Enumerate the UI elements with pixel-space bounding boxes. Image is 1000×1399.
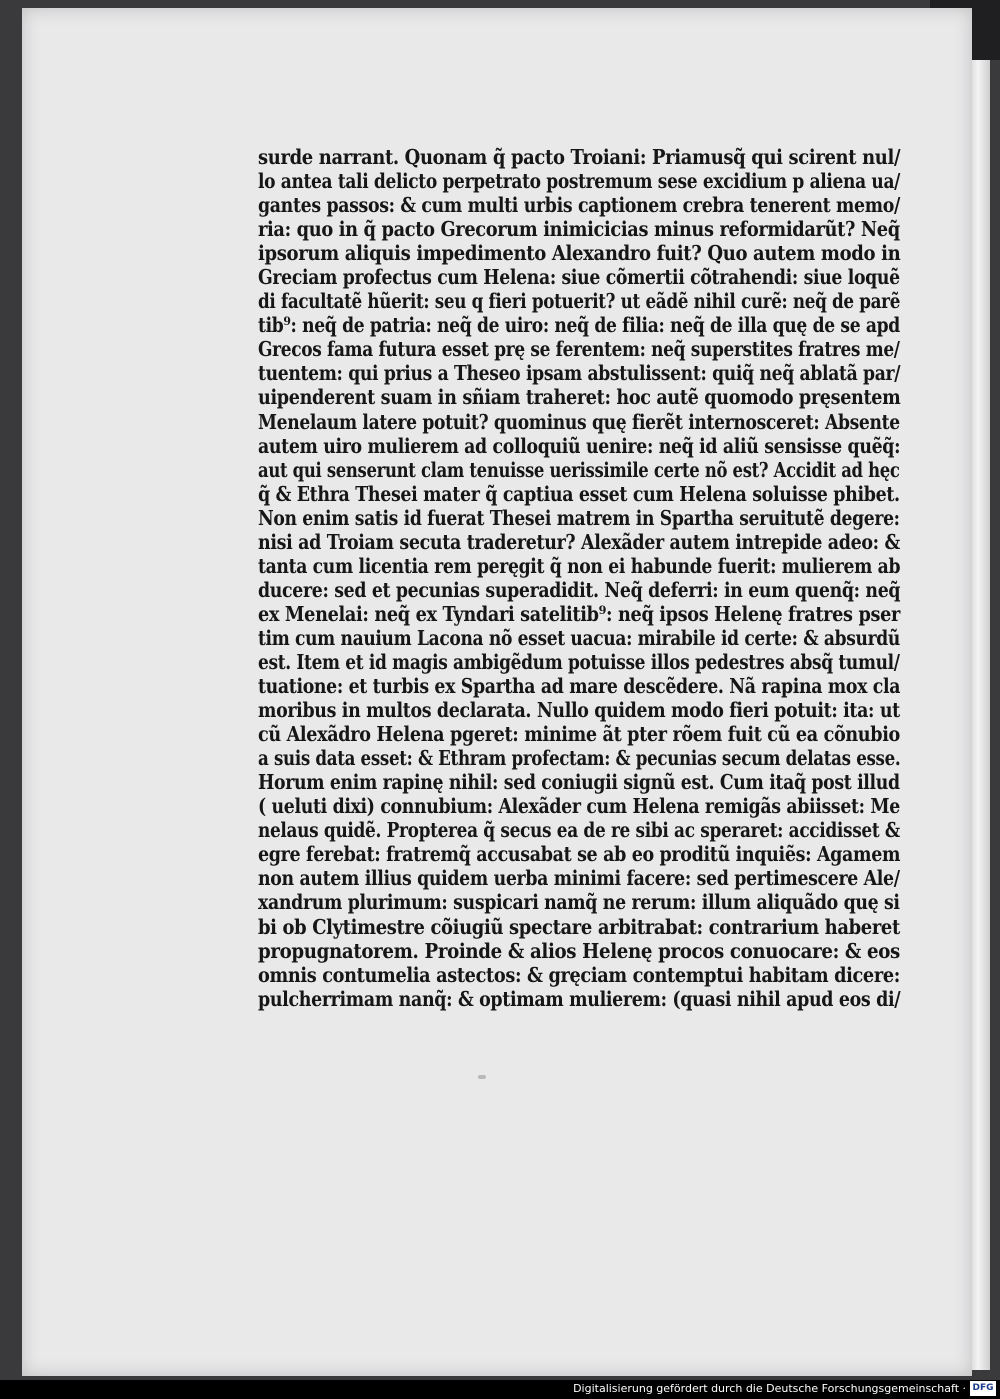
- text-line: Greciam profectus cum Helena: siue cõmertii cõtrahendi: siue loquẽ: [258, 265, 900, 290]
- text-line: xandrum plurimum: suspicari namq̃ ne rerum: illum aliquãdo quę si: [258, 890, 900, 915]
- text-line: propugnatorem. Proinde & alios Helenę procos conuocare: & eos: [258, 938, 900, 963]
- text-line: est. Item et id magis ambigẽdum potuisse illos pedestres absq̃ tumul/: [258, 649, 900, 674]
- dfg-logo: DFG: [970, 1381, 996, 1396]
- text-line: Horum enim rapinę nihil: sed coniugii signũ est. Cum itaq̃ post illud: [258, 770, 900, 795]
- text-line: di facultatẽ hũerit: seu q fieri potuerit? ut eãdẽ nihil curẽ: neq̃ de parẽ: [258, 289, 901, 314]
- text-line: ex Menelai: neq̃ ex Tyndari satelitib⁹: neq̃ ipsos Helenę fratres pser: [258, 601, 900, 626]
- text-line: omnis contumelia astectos: & gręciam contemptui habitam dicere:: [258, 962, 900, 987]
- text-line: Non enim satis id fuerat Thesei matrem in Spartha seruitutẽ degere:: [258, 505, 900, 530]
- text-block: [258, 145, 908, 1011]
- text-line: uipenderent suam in sñiam traheret: hoc autẽ quomodo pręsentem: [258, 385, 901, 410]
- text-line: tim cum nauium Lacona nõ esset uacua: mirabile id certe: & absurdũ: [258, 625, 900, 650]
- text-line: aut qui senserunt clam tenuisse uerissimile certe nõ est? Accidit ad hęc: [258, 457, 900, 482]
- text-line: tuatione: et turbis ex Spartha ad mare descẽdere. Nã rapina mox cla: [258, 674, 901, 699]
- text-line: q̃ & Ethra Thesei mater q̃ captiua esset cum Helena soluisse phibet.: [258, 481, 900, 506]
- text-line: non autem illius quidem uerba minimi facere: sed pertimescere Ale/: [258, 866, 900, 891]
- text-line: ipsorum aliquis impedimento Alexandro fuit? Quo autem modo in: [258, 241, 901, 266]
- funding-credit: Digitalisierung gefördert durch die Deutsche Forschungsgemeinschaft ·: [573, 1382, 966, 1395]
- text-line: autem uiro mulierem ad colloquiũ uenire: neq̃ id aliũ sensisse quẽq̃:: [258, 433, 901, 458]
- text-line: tuentem: qui prius a Theseo ipsam abstulissent: quiq̃ neq̃ ablatã par/: [258, 361, 901, 386]
- text-line: moribus in multos declarata. Nullo quidem modo fieri potuit: ita: ut: [258, 698, 900, 723]
- text-line: nelaus quidẽ. Propterea q̃ secus ea de re sibi ac speraret: accidisset &: [258, 818, 900, 843]
- page-edge: [970, 60, 990, 1370]
- text-line: lo antea tali delicto perpetrato postremum sese excidium p aliena ua/: [258, 169, 901, 194]
- text-line: bi ob Clytimestre cõiugiũ spectare arbitrabat: contrarium haberet: [258, 914, 900, 939]
- text-line: pulcherrimam nanq̃: & optimam mulierem: (quasi nihil apud eos di/: [258, 986, 901, 1011]
- text-line: egre ferebat: fratremq̃ accusabat se ab eo proditũ inquiẽs: Agamem: [258, 842, 901, 867]
- text-line: ria: quo in q̃ pacto Grecorum inimicicias minus reformidarũt? Neq̃: [258, 217, 900, 242]
- text-line: tanta cum licentia rem peręgit q̃ non ei habunde fuerit: mulierem ab: [258, 553, 901, 578]
- text-line: Menelaum latere potuit? quominus quę fierẽt internosceret: Absente: [258, 409, 900, 434]
- text-line: ( ueluti dixi) connubium: Alexãder cum Helena remigãs abiisset: Me: [258, 794, 900, 819]
- ink-mark: [478, 1075, 486, 1079]
- text-line: cũ Alexãdro Helena pgeret: minime ãt pter rõem fuit cũ ea cõnubio: [258, 722, 900, 747]
- text-line: gantes passos: & cum multi urbis captionem crebra tenerent memo/: [258, 193, 900, 218]
- text-line: ducere: sed et pecunias superadidit. Neq̃ deferri: in eum quenq̃: neq̃: [258, 577, 901, 602]
- text-line: surde narrant. Quonam q̃ pacto Troiani: Priamusq̃ qui scirent nul/: [258, 145, 901, 169]
- text-line: a suis data esset: & Ethram profectam: & pecunias secum delatas esse.: [258, 746, 901, 771]
- text-line: nisi ad Troiam secuta traderetur? Alexãder autem intrepide adeo: &: [258, 529, 900, 554]
- text-line: Grecos fama futura esset prę se ferentem: neq̃ superstites fratres me/: [258, 337, 900, 362]
- text-line: tib⁹: neq̃ de patria: neq̃ de uiro: neq̃ de filia: neq̃ de illa quę de se apd: [258, 313, 900, 338]
